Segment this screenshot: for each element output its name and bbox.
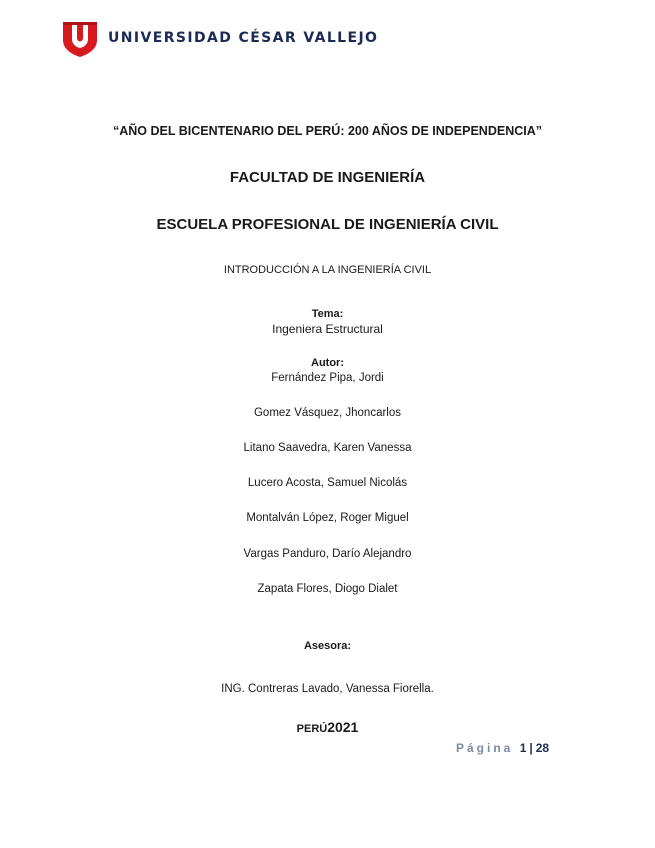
author-item: Montalván López, Roger Miguel xyxy=(246,512,409,524)
topic-value: Ingeniera Estructural xyxy=(272,322,383,336)
page-number xyxy=(456,741,549,755)
author-item: Litano Saavedra, Karen Vanessa xyxy=(243,442,412,454)
advisor-label: Asesora: xyxy=(303,640,352,652)
page-current: 1 xyxy=(519,741,527,755)
page-word: Página xyxy=(456,741,514,755)
page-total: 28 xyxy=(535,741,550,755)
advisor-name: ING. Contreras Lavado, Vanessa Fiorella. xyxy=(221,683,434,695)
university-name: UNIVERSIDAD CÉSAR VALLEJO xyxy=(108,30,379,46)
topic-label: Tema: xyxy=(311,308,344,320)
author-item: Vargas Panduro, Darío Alejandro xyxy=(243,548,412,560)
authors-label: Autor: xyxy=(311,357,344,369)
year: 2021 xyxy=(327,719,359,735)
author-item: Zapata Flores, Diogo Dialet xyxy=(257,583,398,595)
author-item: Fernández Pipa, Jordi xyxy=(271,372,384,384)
author-item: Lucero Acosta, Samuel Nicolás xyxy=(247,477,408,489)
university-header xyxy=(60,18,378,58)
place-year xyxy=(0,719,655,737)
author-item: Gomez Vásquez, Jhoncarlos xyxy=(253,407,402,419)
page-separator: | xyxy=(529,741,533,755)
faculty-title: FACULTAD DE INGENIERÍA xyxy=(229,169,426,186)
school-title: ESCUELA PROFESIONAL DE INGENIERÍA CIVIL xyxy=(156,216,499,233)
year-slogan: “AÑO DEL BICENTENARIO DEL PERÚ: 200 AÑOS DE INDEPENDENCIA” xyxy=(113,124,542,138)
course-title: INTRODUCCIÓN A LA INGENIERÍA CIVIL xyxy=(223,264,432,276)
ucv-shield-logo-icon xyxy=(60,18,100,58)
country: PERÚ xyxy=(296,723,328,735)
